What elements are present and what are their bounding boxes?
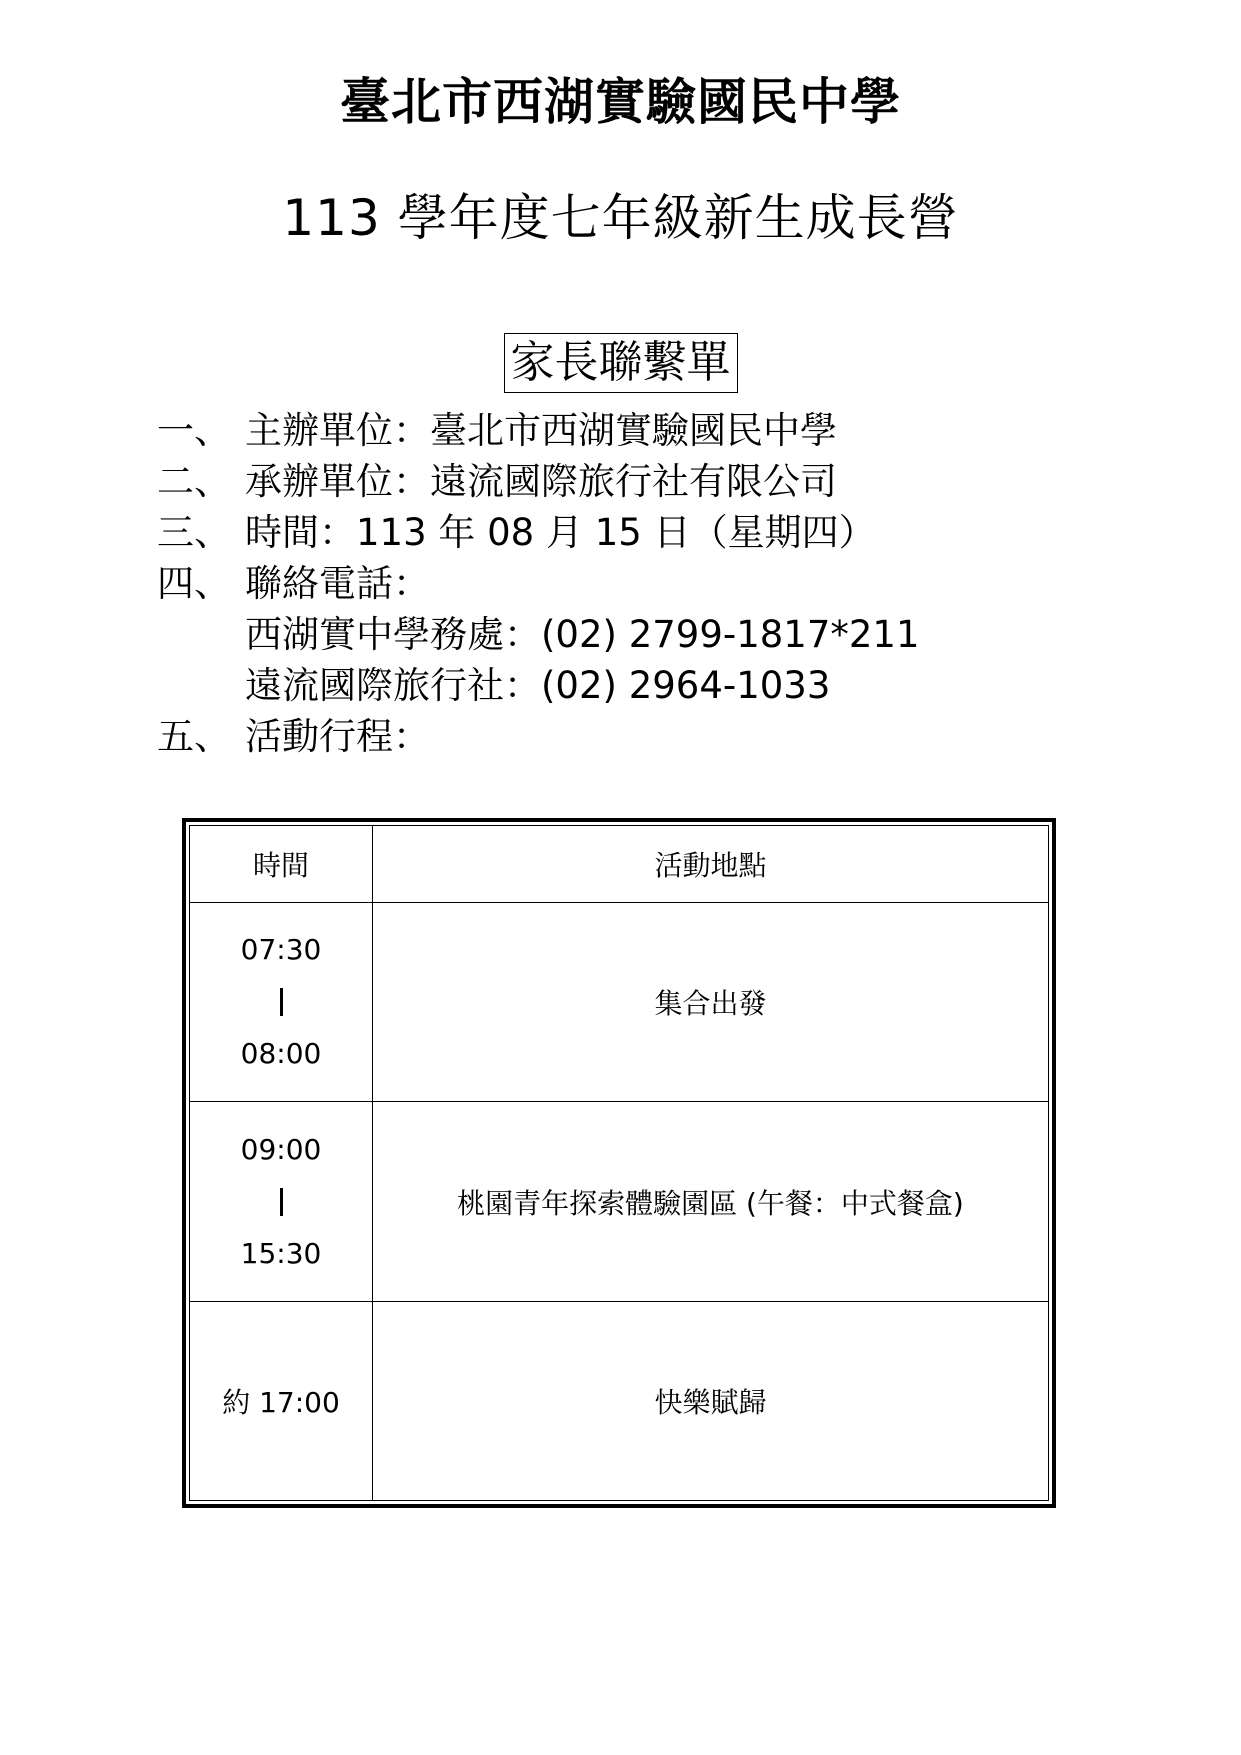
- time-start: 09:00: [240, 1132, 322, 1166]
- time-end: 15:30: [240, 1236, 322, 1270]
- schedule-table-frame: [182, 818, 1056, 1508]
- camp-title: 113 學年度七年級新生成長營: [282, 189, 959, 247]
- time-separator-bar: [280, 988, 283, 1016]
- time-start: 07:30: [240, 933, 322, 967]
- place-cell: 桃園青年探索體驗園區 (午餐：中式餐盒): [373, 1102, 1049, 1301]
- table-row: [190, 1301, 1049, 1500]
- time-cell: 約 17:00: [190, 1301, 373, 1500]
- info-item-number: 四、: [157, 562, 231, 605]
- time-end: 08:00: [240, 1037, 322, 1071]
- form-title-wrapper: [0, 333, 1241, 393]
- place-cell: 快樂賦歸: [373, 1301, 1049, 1500]
- phone-travel-agency: [157, 660, 1157, 711]
- info-item-text: 活動行程：: [245, 715, 430, 758]
- time-cell: [190, 903, 373, 1102]
- info-item-schedule: [157, 711, 1157, 762]
- info-item-phone: [157, 558, 1157, 609]
- info-item-number: 二、: [157, 460, 231, 503]
- form-title: 家長聯繫單: [504, 333, 738, 393]
- info-item-contractor: [157, 456, 1157, 507]
- info-item-text: 聯絡電話：: [245, 562, 430, 605]
- info-item-organizer: [157, 405, 1157, 456]
- info-item-text: 承辦單位：遠流國際旅行社有限公司: [245, 460, 837, 503]
- info-item-number: 五、: [157, 715, 231, 758]
- info-item-number: 三、: [157, 511, 231, 554]
- phone-agency-text: 遠流國際旅行社：(02) 2964-1033: [245, 664, 831, 707]
- table-row: [190, 903, 1049, 1102]
- table-row: [190, 1102, 1049, 1301]
- table-header-row: [190, 826, 1049, 903]
- header-time: 時間: [190, 826, 373, 903]
- info-item-number: 一、: [157, 409, 231, 452]
- time-separator-bar: [280, 1188, 283, 1216]
- info-list: [157, 405, 1157, 762]
- info-item-text: 主辦單位：臺北市西湖實驗國民中學: [245, 409, 837, 452]
- phone-school-text: 西湖實中學務處：(02) 2799-1817*211: [245, 613, 920, 656]
- school-name-title: 臺北市西湖實驗國民中學: [340, 73, 901, 131]
- phone-school: [157, 609, 1157, 660]
- schedule-table: [189, 825, 1049, 1501]
- info-item-date: [157, 507, 1157, 558]
- place-cell: 集合出發: [373, 903, 1049, 1102]
- header-place: 活動地點: [373, 826, 1049, 903]
- info-item-text: 時間：113 年 08 月 15 日（星期四）: [245, 511, 876, 554]
- time-cell: [190, 1102, 373, 1301]
